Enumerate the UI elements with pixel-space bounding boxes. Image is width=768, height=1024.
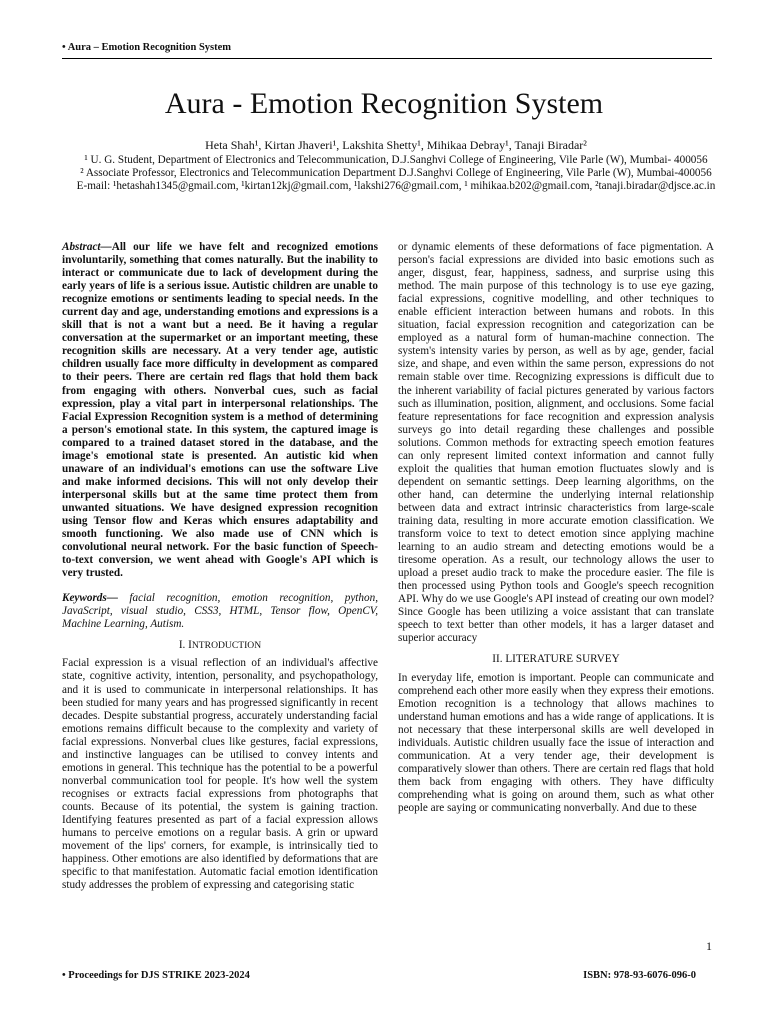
author-block: [62, 138, 730, 194]
section-heading-literature-survey: II. LITERATURE SURVEY: [492, 653, 620, 666]
right-column: [398, 241, 714, 815]
footer-isbn: ISBN: 978-93-6076-096-0: [583, 970, 696, 981]
header-rule: [62, 58, 712, 59]
section-rest: NTRODUCTION: [191, 640, 262, 652]
keywords-label: Keywords—: [62, 592, 118, 605]
keywords-text: facial recognition, emotion recognition, python, JavaScript, visual studio, CSS3, HTML, Tensor flow, OpenCV, Machine Learning, Autism.: [62, 592, 378, 631]
section-heading-introduction: [62, 639, 378, 652]
author-names: Heta Shah¹, Kirtan Jhaveri¹, Lakshita Shetty¹, Mihikaa Debray¹, Tanaji Biradar²: [205, 138, 587, 152]
author-emails: E-mail: ¹hetashah1345@gmail.com, ¹kirtan12kj@gmail.com, ¹lakshi276@gmail.com, ¹ mihikaa.b202@gmail.com, ²tanaji.biradar@djsce.ac.in: [76, 180, 716, 193]
abstract-text: All our life we have felt and recognized emotions involuntarily, something that comes naturally. But the inability to interact or communicate due to lack of development during the early years of life is a serious issue. Autistic children are unable to recognize emotions or sentiments leading to special needs. In the current day and age, understanding emotions and expressions is a skill that is not a want but a need. Be it having a regular conversation at the supermarket or an important meeting, these recognition skills are necessary. At a very tender age, autistic children usually face more difficulty in development as compared to their peers. There are certain red flags that hold them back from engaging with others. Nonverbal cues, such as facial expression, play a vital part in interpersonal relationships. The Facial Expression Recognition system is a method of determining a person's emotional state. In this system, the captured image is compared to a trained dataset stored in the database, and the image's emotional state is presented. An autistic kid when unaware of an individual's emotions can use the software Live and make informed decisions. This will not only develop their interpersonal skills but at the same time protect them from unwanted situations. We have designed expression recognition using Tensor flow and Keras which ensures adaptability and smooth functioning. We also made use of CNN which is convolutional neural network. For the basic function of Speech-to-text conversion, we went ahead with Google's API which is very trusted.: [62, 241, 378, 580]
left-column: [62, 241, 378, 892]
footer-proceedings: • Proceedings for DJS STRIKE 2023-2024: [62, 970, 250, 981]
affiliation-1: ¹ U. G. Student, Department of Electronics and Telecommunication, D.J.Sanghvi College of Engineering, Vile Parle (W), Mumbai- 400056: [84, 154, 708, 166]
running-head: • Aura – Emotion Recognition System: [62, 42, 232, 53]
section-numeral: I.: [178, 639, 186, 652]
keywords: [62, 592, 378, 631]
abstract: [62, 241, 378, 580]
paper-title: Aura - Emotion Recognition System: [164, 87, 604, 120]
introduction-continuation: or dynamic elements of these deformations of face pigmentation. A person's facial expressions are divided into basic emotions such as anger, disgust, fear, happiness, sadness, and surprise using this method. The main purpose of this technology is to use eye gazing, facial expressions, cognitive modelling, and other techniques to enable efficient interaction between humans and robots. In this situation, facial expression recognition and categorization can be employed as a natural form of human-machine connection. The system's intensity varies by person, as well as by age, gender, facial size, and shape, and even within the same person, expressions do not remain stable over time. Recognizing expressions is difficult due to the inherent variability of facial pictures generated by various factors such as illumination, position, alignment, and occlusions. Some facial feature representations for face recognition and expression analysis surveys go into detail regarding these challenges and possible solutions. Common methods for extracting speech emotion features can only represent limited context information and cannot fully exploit the qualities that human emotion fluctuates slowly and is dependent on semantic settings. Deep learning algorithms, on the other hand, can determine the underlying internal relationship between data and extract intrinsic characteristics from large-scale training data, resulting in more accurate emotion classification. We transform voice to text to detect emotion since applying machine learning to an audio stream and detecting emotions would be a tiresome operation. As a result, our technology allows the user to upload a preset audio track to make the procedure easier. The file is then processed using Python tools and Google's speech recognition API. Why do we use Google's API instead of creating our own model? Since Google has been utilizing a voice assistant that can translate speech to text better than other models, it has a larger dataset and superior accuracy: [398, 241, 714, 645]
section-first-letter: I: [188, 639, 192, 652]
affiliation-2: ² Associate Professor, Electronics and Telecommunication Department D.J.Sanghvi College of Engineering, Vile Parle (W), Mumbai-400056: [80, 167, 712, 180]
page-number: 1: [706, 939, 712, 953]
introduction-paragraph: Facial expression is a visual reflection of an individual's affective state, cognitive activity, intention, personality, and psychopathology, and it is used to communicate in interpersonal relationships. It has been studied for many years and has progressed significantly in recent decades. Despite substantial progress, accurately understanding facial emotions remains difficult because to the complexity and variety of facial expressions. Nonverbal clues like gestures, facial expressions, and instinctive languages can be utilised to convey intents and emotions in general. This technique has the potential to be a powerful nonverbal communication tool for people. It's how well the system recognises or extracts facial expressions from photographs that counts. Because of its potential, the system is gaining traction. Identifying features presented as part of a facial expression allows humans to perceive emotions on a regular basis. A grin or upward movement of the lips' corners, for example, is intrinsically tied to happiness. Other emotions are also identified by deformations that are specific to that manifestation. Automatic facial emotion identification study addresses the problem of expressing and categorising static: [62, 657, 378, 892]
literature-survey-paragraph: In everyday life, emotion is important. People can communicate and comprehend each other more easily when they express their emotions. Emotion recognition is a technology that allows machines to understand human emotions and has a wide range of applications. It is not necessary that these interpersonal skills are well developed in individuals. Autistic children usually face the issue of interaction and communication. At a very tender age, their development is comparatively slower than others. There are certain red flags that hold them back from engaging with others. They have difficulty comprehending what is going on around them, such as what other people are saying or communicating nonverbally. And due to these: [398, 671, 714, 814]
abstract-label: Abstract—: [62, 241, 112, 253]
